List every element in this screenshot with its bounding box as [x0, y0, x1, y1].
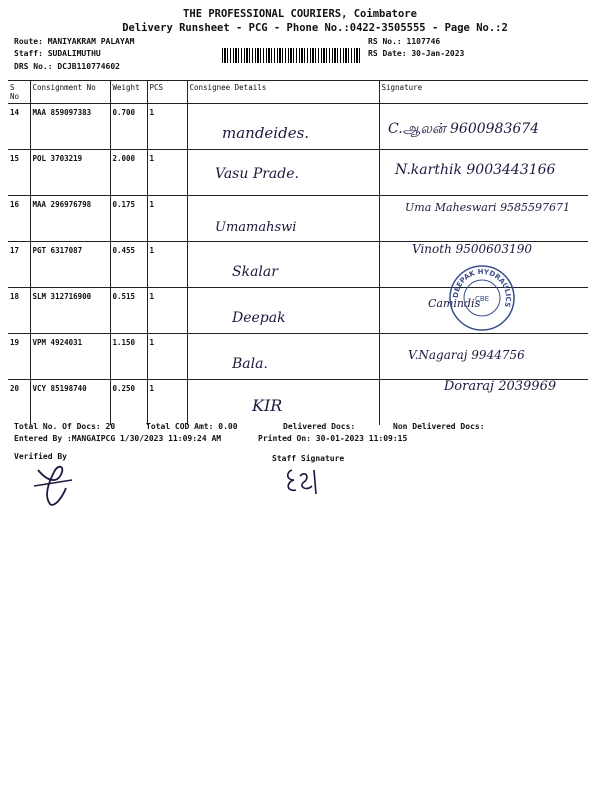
cell-consignment: MAA 296976798	[30, 196, 110, 242]
col-pcs: PCS	[147, 81, 187, 104]
cell-pcs: 1	[147, 196, 187, 242]
cell-sno: 16	[8, 196, 30, 242]
handwritten-signature: Doraraj 2039969	[443, 379, 557, 394]
barcode	[222, 48, 362, 63]
rs-number: RS No.: 1107746	[368, 37, 441, 46]
handwritten-signature: Uma Maheswari 9585597671	[405, 201, 571, 214]
cell-weight: 2.000	[110, 150, 147, 196]
cell-pcs: 1	[147, 242, 187, 288]
cell-pcs: 1	[147, 334, 187, 380]
cell-consignment: VPM 4924031	[30, 334, 110, 380]
company-stamp	[448, 264, 516, 332]
handwritten-consignee: Deepak	[232, 310, 286, 326]
cell-sno: 14	[8, 104, 30, 150]
handwritten-signature: Vinoth 9500603190	[412, 242, 532, 256]
cell-sno: 15	[8, 150, 30, 196]
cell-sno: 19	[8, 334, 30, 380]
cell-weight: 0.455	[110, 242, 147, 288]
handwritten-signature: N.karthik 9003443166	[395, 162, 556, 178]
handwritten-consignee: KIR	[252, 396, 283, 415]
stamp-center-text: CBE	[474, 295, 490, 303]
cell-consignment: POL 3703219	[30, 150, 110, 196]
cell-weight: 1.150	[110, 334, 147, 380]
runsheet-subtitle: Delivery Runsheet - PCG - Phone No.:0422-3505555 - Page No.:2	[122, 22, 508, 34]
rs-date: RS Date: 30-Jan-2023	[368, 49, 465, 58]
stamp-ring-text: DEEPAK HYDRAULICS	[451, 267, 513, 309]
cell-weight: 0.700	[110, 104, 147, 150]
handwritten-consignee: Skalar	[232, 264, 278, 280]
col-consignment: Consignment No	[30, 81, 110, 104]
cell-pcs: 1	[147, 288, 187, 334]
route-label: Route: MANIYAKRAM PALAYAM	[14, 37, 135, 46]
col-sno: S No	[10, 83, 20, 101]
handwritten-consignee: mandeides.	[222, 124, 310, 142]
cell-sno: 18	[8, 288, 30, 334]
col-consignee: Consignee Details	[187, 81, 379, 104]
total-docs: Total No. Of Docs: 20	[14, 422, 116, 431]
cell-pcs: 1	[147, 150, 187, 196]
handwritten-consignee: Bala.	[232, 356, 268, 372]
entered-by: Entered By :MANGAIPCG 1/30/2023 11:09:24 AM	[14, 434, 222, 443]
handwritten-signature: C.ஆலன் 9600983674	[388, 121, 540, 137]
verifier-signature-scribble	[28, 462, 78, 510]
col-signature: Signature	[379, 81, 588, 104]
col-weight: Weight	[110, 81, 147, 104]
cell-pcs: 1	[147, 104, 187, 150]
handwritten-signature: V.Nagaraj 9944756	[408, 348, 525, 362]
staff-signature-label: Staff Signature	[272, 454, 345, 463]
total-cod: Total COD Amt: 0.00	[146, 422, 238, 431]
cell-sno: 17	[8, 242, 30, 288]
cell-weight: 0.175	[110, 196, 147, 242]
table-header-row	[8, 81, 588, 104]
cell-weight: 0.250	[110, 380, 147, 426]
staff-label: Staff: SUDALIMUTHU	[14, 49, 101, 58]
printed-on: Printed On: 30-01-2023 11:09:15	[258, 434, 408, 443]
verified-by-label: Verified By	[14, 452, 67, 461]
cell-consignment: VCY 85198740	[30, 380, 110, 426]
handwritten-consignee: Umamahswi	[215, 220, 297, 235]
non-delivered-docs: Non Delivered Docs:	[393, 422, 485, 431]
cell-pcs: 1	[147, 380, 187, 426]
drs-number: DRS No.: DCJB110774602	[14, 62, 120, 71]
cell-sno: 20	[10, 384, 20, 393]
delivered-docs: Delivered Docs:	[283, 422, 356, 431]
company-title: THE PROFESSIONAL COURIERS, Coimbatore	[183, 8, 417, 20]
handwritten-consignee: Vasu Prade.	[215, 166, 299, 182]
cell-consignment: SLM 312716900	[30, 288, 110, 334]
handwritten-signature: Camindis	[428, 297, 481, 310]
cell-consignment: PGT 6317087	[30, 242, 110, 288]
cell-weight: 0.515	[110, 288, 147, 334]
staff-signature-scribble	[282, 464, 326, 498]
cell-consignment: MAA 859097383	[30, 104, 110, 150]
